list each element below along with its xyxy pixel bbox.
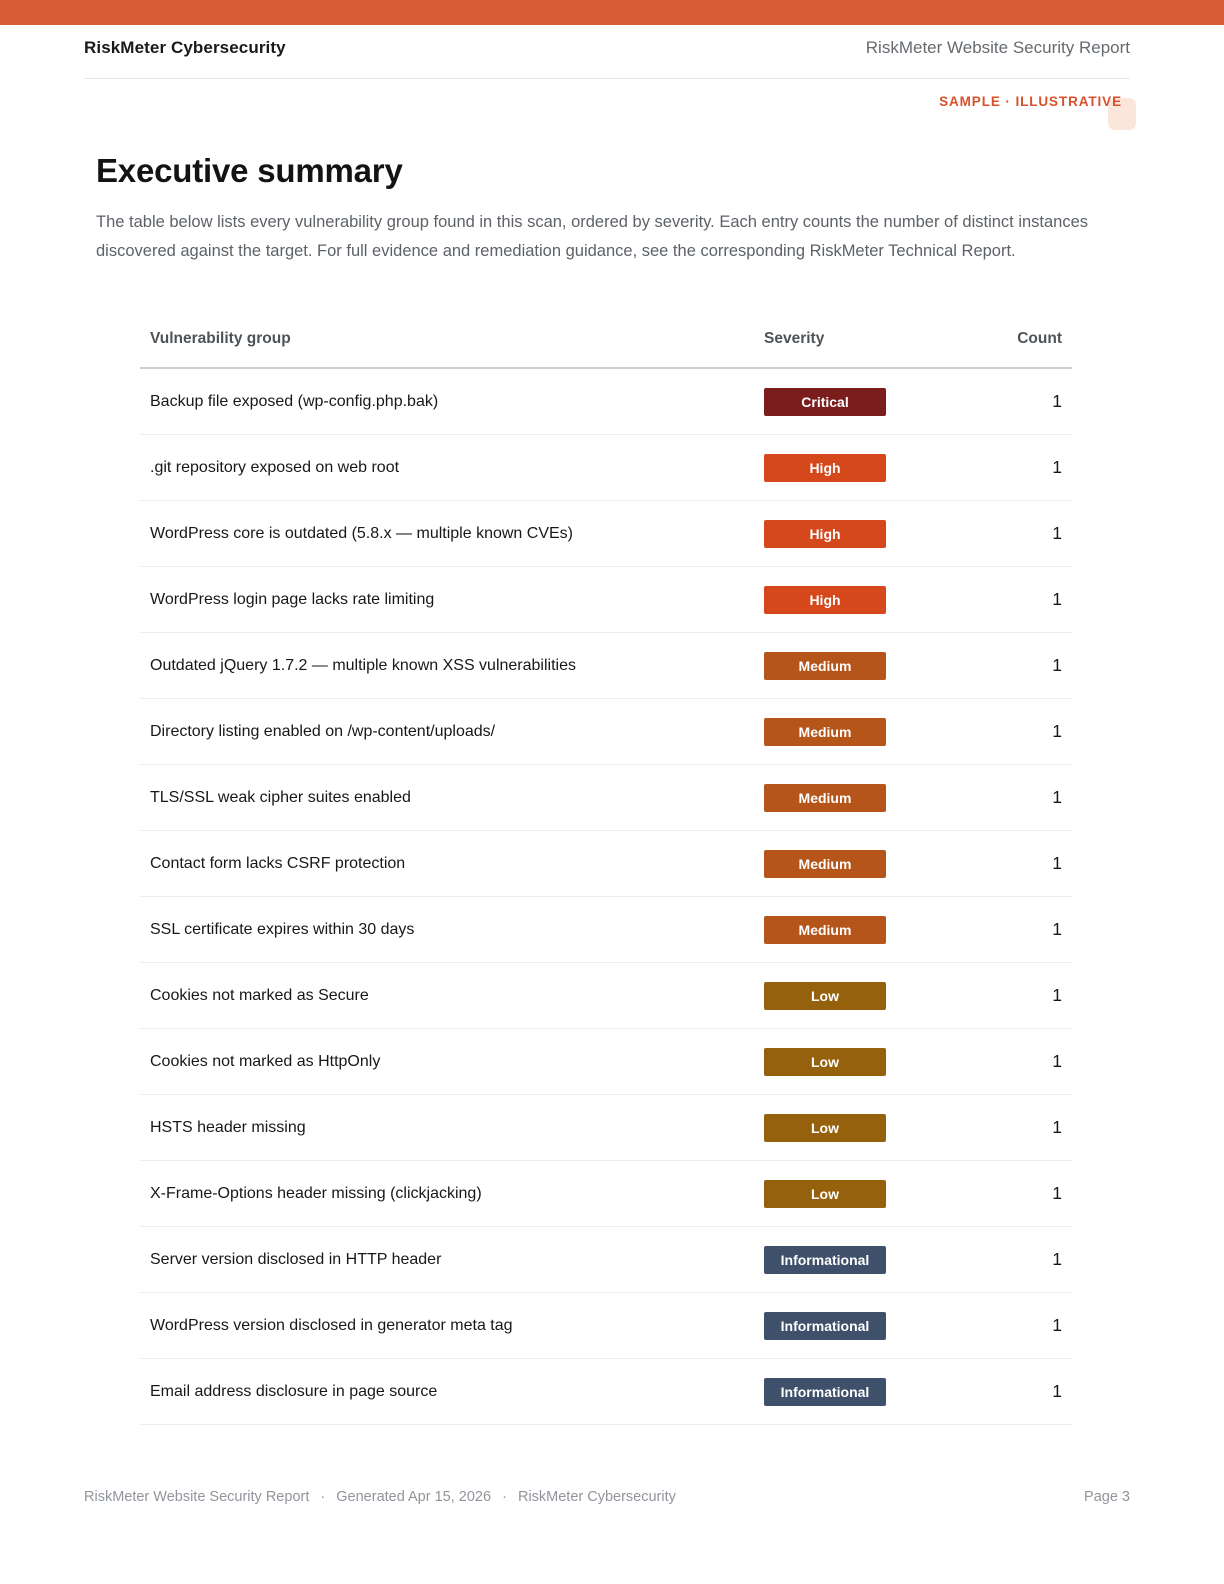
table-row [140, 831, 1072, 897]
severity-badge [764, 586, 886, 614]
severity-badge-label: Low [811, 1053, 839, 1070]
severity-badge-label: High [809, 459, 841, 476]
severity-badge-label: Low [811, 1119, 839, 1136]
cell-severity [764, 1293, 952, 1359]
severity-badge [764, 520, 886, 548]
severity-badge [764, 1114, 886, 1142]
cell-vulnerability-group: WordPress version disclosed in generator meta tag [140, 1293, 764, 1359]
severity-badge [764, 850, 886, 878]
cell-severity [764, 368, 952, 435]
table-row [140, 1095, 1072, 1161]
cell-vulnerability-group: Outdated jQuery 1.7.2 — multiple known XSS vulnerabilities [140, 633, 764, 699]
severity-badge [764, 982, 886, 1010]
cell-count: 1 [952, 1227, 1072, 1293]
header-document-title: RiskMeter Website Security Report [865, 38, 1130, 57]
footer-company: RiskMeter Cybersecurity [517, 1489, 676, 1505]
severity-badge-label: Medium [798, 789, 852, 806]
cell-vulnerability-group: Cookies not marked as HttpOnly [140, 1029, 764, 1095]
footer-separator-1: · [320, 1489, 326, 1505]
cell-vulnerability-group: HSTS header missing [140, 1095, 764, 1161]
severity-badge [764, 1378, 886, 1406]
table-row [140, 699, 1072, 765]
severity-badge [764, 784, 886, 812]
severity-badge [764, 1246, 886, 1274]
table-row [140, 765, 1072, 831]
cell-count: 1 [952, 1095, 1072, 1161]
cell-severity [764, 699, 952, 765]
cell-severity [764, 1029, 952, 1095]
cell-vulnerability-group: Server version disclosed in HTTP header [140, 1227, 764, 1293]
cell-severity [764, 633, 952, 699]
cell-vulnerability-group: TLS/SSL weak cipher suites enabled [140, 765, 764, 831]
table-row [140, 963, 1072, 1029]
cell-vulnerability-group: WordPress login page lacks rate limiting [140, 567, 764, 633]
table-row [140, 1227, 1072, 1293]
cell-severity [764, 1161, 952, 1227]
footer-meta [84, 1489, 676, 1505]
cell-count: 1 [952, 1029, 1072, 1095]
sample-badge-container [84, 94, 1136, 132]
severity-badge [764, 652, 886, 680]
table-header [140, 330, 1072, 368]
cell-count: 1 [952, 633, 1072, 699]
page-footer [84, 1489, 1130, 1505]
cell-count: 1 [952, 1359, 1072, 1425]
cell-count: 1 [952, 501, 1072, 567]
severity-badge [764, 388, 886, 416]
cell-vulnerability-group: SSL certificate expires within 30 days [140, 897, 764, 963]
cell-count: 1 [952, 831, 1072, 897]
cell-count: 1 [952, 963, 1072, 1029]
page-header [84, 38, 1130, 58]
cell-vulnerability-group: Email address disclosure in page source [140, 1359, 764, 1425]
severity-badge [764, 1312, 886, 1340]
cell-count: 1 [952, 699, 1072, 765]
cell-vulnerability-group: X-Frame-Options header missing (clickjacking) [140, 1161, 764, 1227]
cell-count: 1 [952, 567, 1072, 633]
severity-badge-label: Critical [801, 393, 849, 410]
header-divider [84, 78, 1130, 79]
table-header-row [140, 330, 1072, 368]
footer-page-number: Page 3 [1084, 1489, 1130, 1505]
footer-separator-2: · [502, 1489, 507, 1505]
severity-badge-label: Informational [780, 1317, 870, 1334]
cell-severity [764, 1095, 952, 1161]
cell-severity [764, 1359, 952, 1425]
column-header-vulnerability-group: Vulnerability group [140, 330, 764, 368]
cell-count: 1 [952, 897, 1072, 963]
cell-severity [764, 567, 952, 633]
cell-count: 1 [952, 1161, 1072, 1227]
cell-severity [764, 1227, 952, 1293]
table-row [140, 1359, 1072, 1425]
severity-badge-label: Medium [798, 921, 852, 938]
table-row [140, 567, 1072, 633]
severity-badge-label: Informational [780, 1383, 870, 1400]
cell-vulnerability-group: Cookies not marked as Secure [140, 963, 764, 1029]
severity-badge-label: Medium [798, 657, 852, 674]
severity-badge [764, 916, 886, 944]
severity-badge [764, 454, 886, 482]
cell-vulnerability-group: Directory listing enabled on /wp-content/uploads/ [140, 699, 764, 765]
cell-severity [764, 435, 952, 501]
cell-severity [764, 831, 952, 897]
vulnerability-summary-table [140, 330, 1072, 1425]
severity-badge [764, 718, 886, 746]
severity-badge-label: High [809, 591, 841, 608]
table-body [140, 368, 1072, 1425]
severity-badge [764, 1048, 886, 1076]
cell-vulnerability-group: WordPress core is outdated (5.8.x — multiple known CVEs) [140, 501, 764, 567]
table-row [140, 633, 1072, 699]
column-header-count: Count [952, 330, 1072, 368]
footer-generated-date: Generated Apr 15, 2026 [336, 1489, 492, 1505]
column-header-severity: Severity [764, 330, 952, 368]
severity-badge-label: High [809, 525, 841, 542]
table-row [140, 501, 1072, 567]
intro-paragraph: The table below lists every vulnerability group found in this scan, ordered by severity. Each entry counts the number of distinct instances discovered against the target. For full evidence and remediation guidance, see the corresponding RiskMeter Technical Report. [96, 213, 1089, 260]
cell-vulnerability-group: Backup file exposed (wp-config.php.bak) [140, 368, 764, 435]
footer-document-title: RiskMeter Website Security Report [84, 1489, 310, 1505]
table-row [140, 1029, 1072, 1095]
sample-badge-label: SAMPLE · ILLUSTRATIVE [939, 94, 1122, 109]
severity-badge-label: Medium [798, 855, 852, 872]
cell-severity [764, 897, 952, 963]
table-row [140, 435, 1072, 501]
severity-badge-label: Low [811, 987, 839, 1004]
cell-vulnerability-group: Contact form lacks CSRF protection [140, 831, 764, 897]
sample-badge-background [939, 94, 1136, 130]
table-row [140, 368, 1072, 435]
brand-name: RiskMeter Cybersecurity [84, 38, 286, 57]
cell-count: 1 [952, 1293, 1072, 1359]
table-row [140, 1161, 1072, 1227]
cell-vulnerability-group: .git repository exposed on web root [140, 435, 764, 501]
severity-badge-label: Informational [780, 1251, 870, 1268]
cell-severity [764, 765, 952, 831]
severity-badge-label: Medium [798, 723, 852, 740]
page-title: Executive summary [96, 152, 403, 189]
table-row [140, 1293, 1072, 1359]
severity-badge [764, 1180, 886, 1208]
cell-severity [764, 963, 952, 1029]
severity-badge-label: Low [811, 1185, 839, 1202]
table-row [140, 897, 1072, 963]
cell-count: 1 [952, 435, 1072, 501]
cell-count: 1 [952, 765, 1072, 831]
cell-count: 1 [952, 368, 1072, 435]
cell-severity [764, 501, 952, 567]
accent-bar [0, 0, 1224, 25]
